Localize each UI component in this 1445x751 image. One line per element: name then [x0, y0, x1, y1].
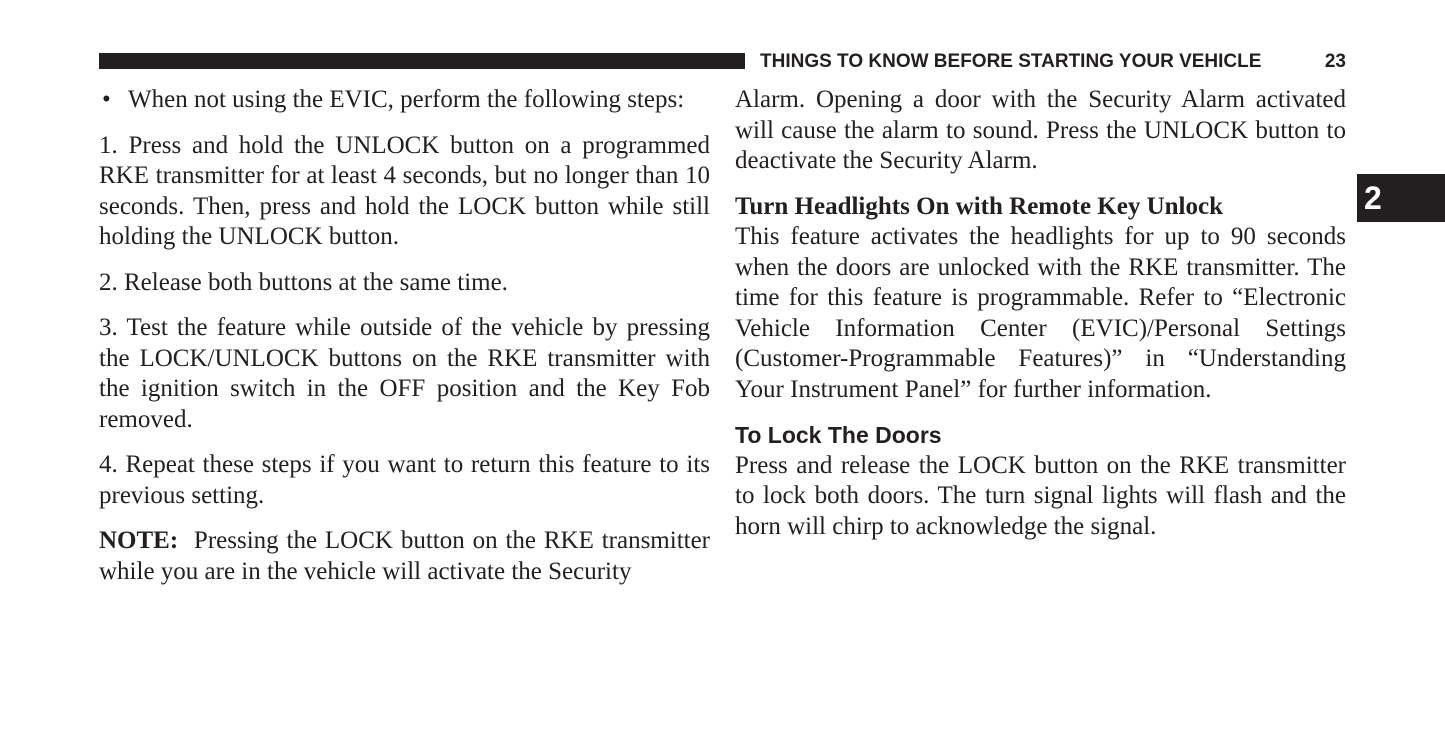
note-paragraph [99, 526, 710, 587]
bullet-text: When not using the EVIC, perform the following steps: [128, 86, 685, 113]
left-column [99, 85, 710, 587]
right-column [735, 85, 1346, 542]
lock-doors-paragraph: Press and release the LOCK button on the RKE transmitter to lock both doors. The turn signal lights will flash and the horn will chirp to acknowledge the signal. [735, 451, 1346, 540]
chapter-title: THINGS TO KNOW BEFORE STARTING YOUR VEHICLE [760, 51, 1262, 72]
running-header [760, 51, 1346, 73]
header-rule [99, 53, 745, 69]
step-1: 1. Press and hold the UNLOCK button on a programmed RKE transmitter for at least 4 seconds, but no longer than 10 seconds. Then, press and hold the LOCK button while still holding the UNLOCK button. [99, 131, 710, 250]
step-4: 4. Repeat these steps if you want to return this feature to its previous setting. [99, 451, 710, 509]
headlights-paragraph: This feature activates the headlights for up to 90 seconds when the doors are unlocked with the RKE transmitter. The time for this feature is programmable. Refer to “Electronic Vehicle Information Center (EVIC)/Personal Settings (Customer-Programmable Features)” in “Understanding Your Instrument Panel” for further information. [735, 223, 1346, 403]
section-tab: 2 [1357, 174, 1445, 222]
note-label: NOTE: [99, 527, 179, 554]
security-alarm-continuation: Alarm. Opening a door with the Security Alarm activated will cause the alarm to sound. Press the UNLOCK button to deactivate the Security Alarm. [735, 86, 1346, 174]
step-3: 3. Test the feature while outside of the vehicle by pressing the LOCK/UNLOCK buttons on the RKE transmitter with the ignition switch in the OFF position and the Key Fob removed. [99, 314, 710, 433]
note-text: Pressing the LOCK button on the RKE transmitter while you are in the vehicle will activate the Security [99, 527, 711, 585]
lock-doors-heading: To Lock The Doors [735, 422, 942, 448]
bullet-dot-icon: • [102, 86, 111, 113]
page-number: 23 [1324, 51, 1346, 72]
headlights-heading: Turn Headlights On with Remote Key Unlock [735, 192, 1224, 220]
step-2: 2. Release both buttons at the same time. [99, 268, 508, 296]
bullet-item [99, 85, 710, 116]
